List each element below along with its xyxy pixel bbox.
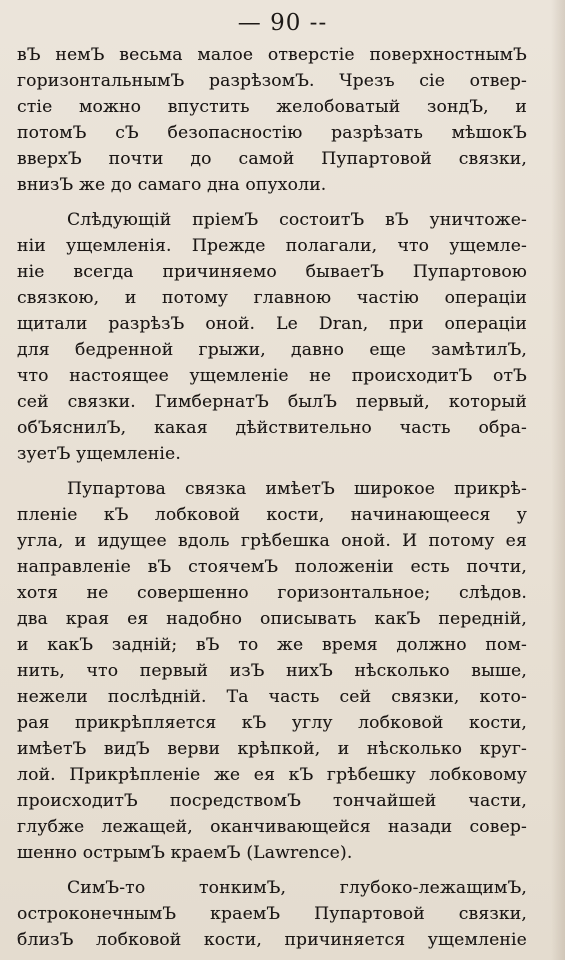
text-line: происходитЪ посредствомЪ тончайшей части, bbox=[17, 791, 527, 811]
text-line: Слѣдующій пріемЪ состоитЪ вЪ уничтоже- bbox=[67, 210, 527, 230]
text-line: сей связки. ГимбернатЪ былЪ первый, который bbox=[17, 392, 527, 412]
text-line: близЪ лобковой кости, причиняется ущемленіе bbox=[17, 930, 527, 950]
text-line: вЪ немЪ весьма малое отверстіе поверхностнымЪ bbox=[17, 45, 527, 65]
text-line: ніи ущемленія. Прежде полагали, что ущемле- bbox=[17, 236, 527, 256]
text-line: два края ея надобно описывать какЪ передній, bbox=[17, 609, 527, 629]
text-line: связкою, и потому главною частію операціи bbox=[17, 288, 527, 308]
text-line: зуетЪ ущемленіе. bbox=[17, 444, 181, 464]
text-line: обЪяснилЪ, какая дѣйствительно часть обра- bbox=[17, 418, 527, 438]
text-line: глубже лежащей, оканчивающейся назади совер- bbox=[17, 817, 527, 837]
text-line: вверхЪ почти до самой Пупартовой связки, bbox=[17, 149, 527, 169]
text-line: ніе всегда причиняемо бываетЪ Пупартовою bbox=[17, 262, 527, 282]
text-line: хотя не совершенно горизонтальное; слѣдов. bbox=[17, 583, 527, 603]
page-number: — 90 -- bbox=[237, 10, 328, 36]
paragraph-2 bbox=[17, 207, 527, 467]
text-line: угла, и идущее вдоль грѣбешка оной. И потому ея bbox=[17, 531, 527, 551]
text-line: что настоящее ущемленіе не происходитЪ отЪ bbox=[17, 366, 527, 386]
text-line: щитали разрѣзЪ оной. Le Dran, при операціи bbox=[17, 314, 527, 334]
text-line: и какЪ задній; вЪ то же время должно пом- bbox=[17, 635, 527, 655]
text-line: лой. Прикрѣпленіе же ея кЪ грѣбешку лобковому bbox=[17, 765, 527, 785]
paragraph-3 bbox=[17, 476, 527, 866]
paragraph-4 bbox=[17, 875, 527, 953]
text-line: направленіе вЪ стоячемЪ положеніи есть почти, bbox=[17, 557, 527, 577]
text-line: нежели послѣдній. Та часть сей связки, кото- bbox=[17, 687, 527, 707]
text-line: нить, что первый изЪ нихЪ нѣсколько выше, bbox=[17, 661, 527, 681]
text-line: пленіе кЪ лобковой кости, начинающееся у bbox=[17, 505, 527, 525]
text-line: остроконечнымЪ краемЪ Пупартовой связки, bbox=[17, 904, 527, 924]
text-line: СимЪ-то тонкимЪ, глубоко-лежащимЪ, bbox=[67, 878, 527, 898]
text-line: имѣетЪ видЪ верви крѣпкой, и нѣсколько круг- bbox=[17, 739, 527, 759]
text-line: горизонтальнымЪ разрѣзомЪ. Чрезъ сіе отвер- bbox=[17, 71, 527, 91]
text-line: рая прикрѣпляется кЪ углу лобковой кости, bbox=[17, 713, 527, 733]
text-line: внизЪ же до самаго дна опухоли. bbox=[17, 175, 327, 195]
text-line: для бедренной грыжи, давно еще замѣтилЪ, bbox=[17, 340, 527, 360]
text-line: Пупартова связка имѣетЪ широкое прикрѣ- bbox=[67, 479, 527, 499]
text-line: стіе можно впустить желобоватый зондЪ, и bbox=[17, 97, 527, 117]
text-line: потомЪ сЪ безопасностію разрѣзать мѣшокЪ bbox=[17, 123, 527, 143]
body-text bbox=[17, 42, 527, 960]
paragraph-1 bbox=[17, 42, 527, 198]
text-line: шенно острымЪ краемЪ (Lawrence). bbox=[17, 843, 353, 863]
